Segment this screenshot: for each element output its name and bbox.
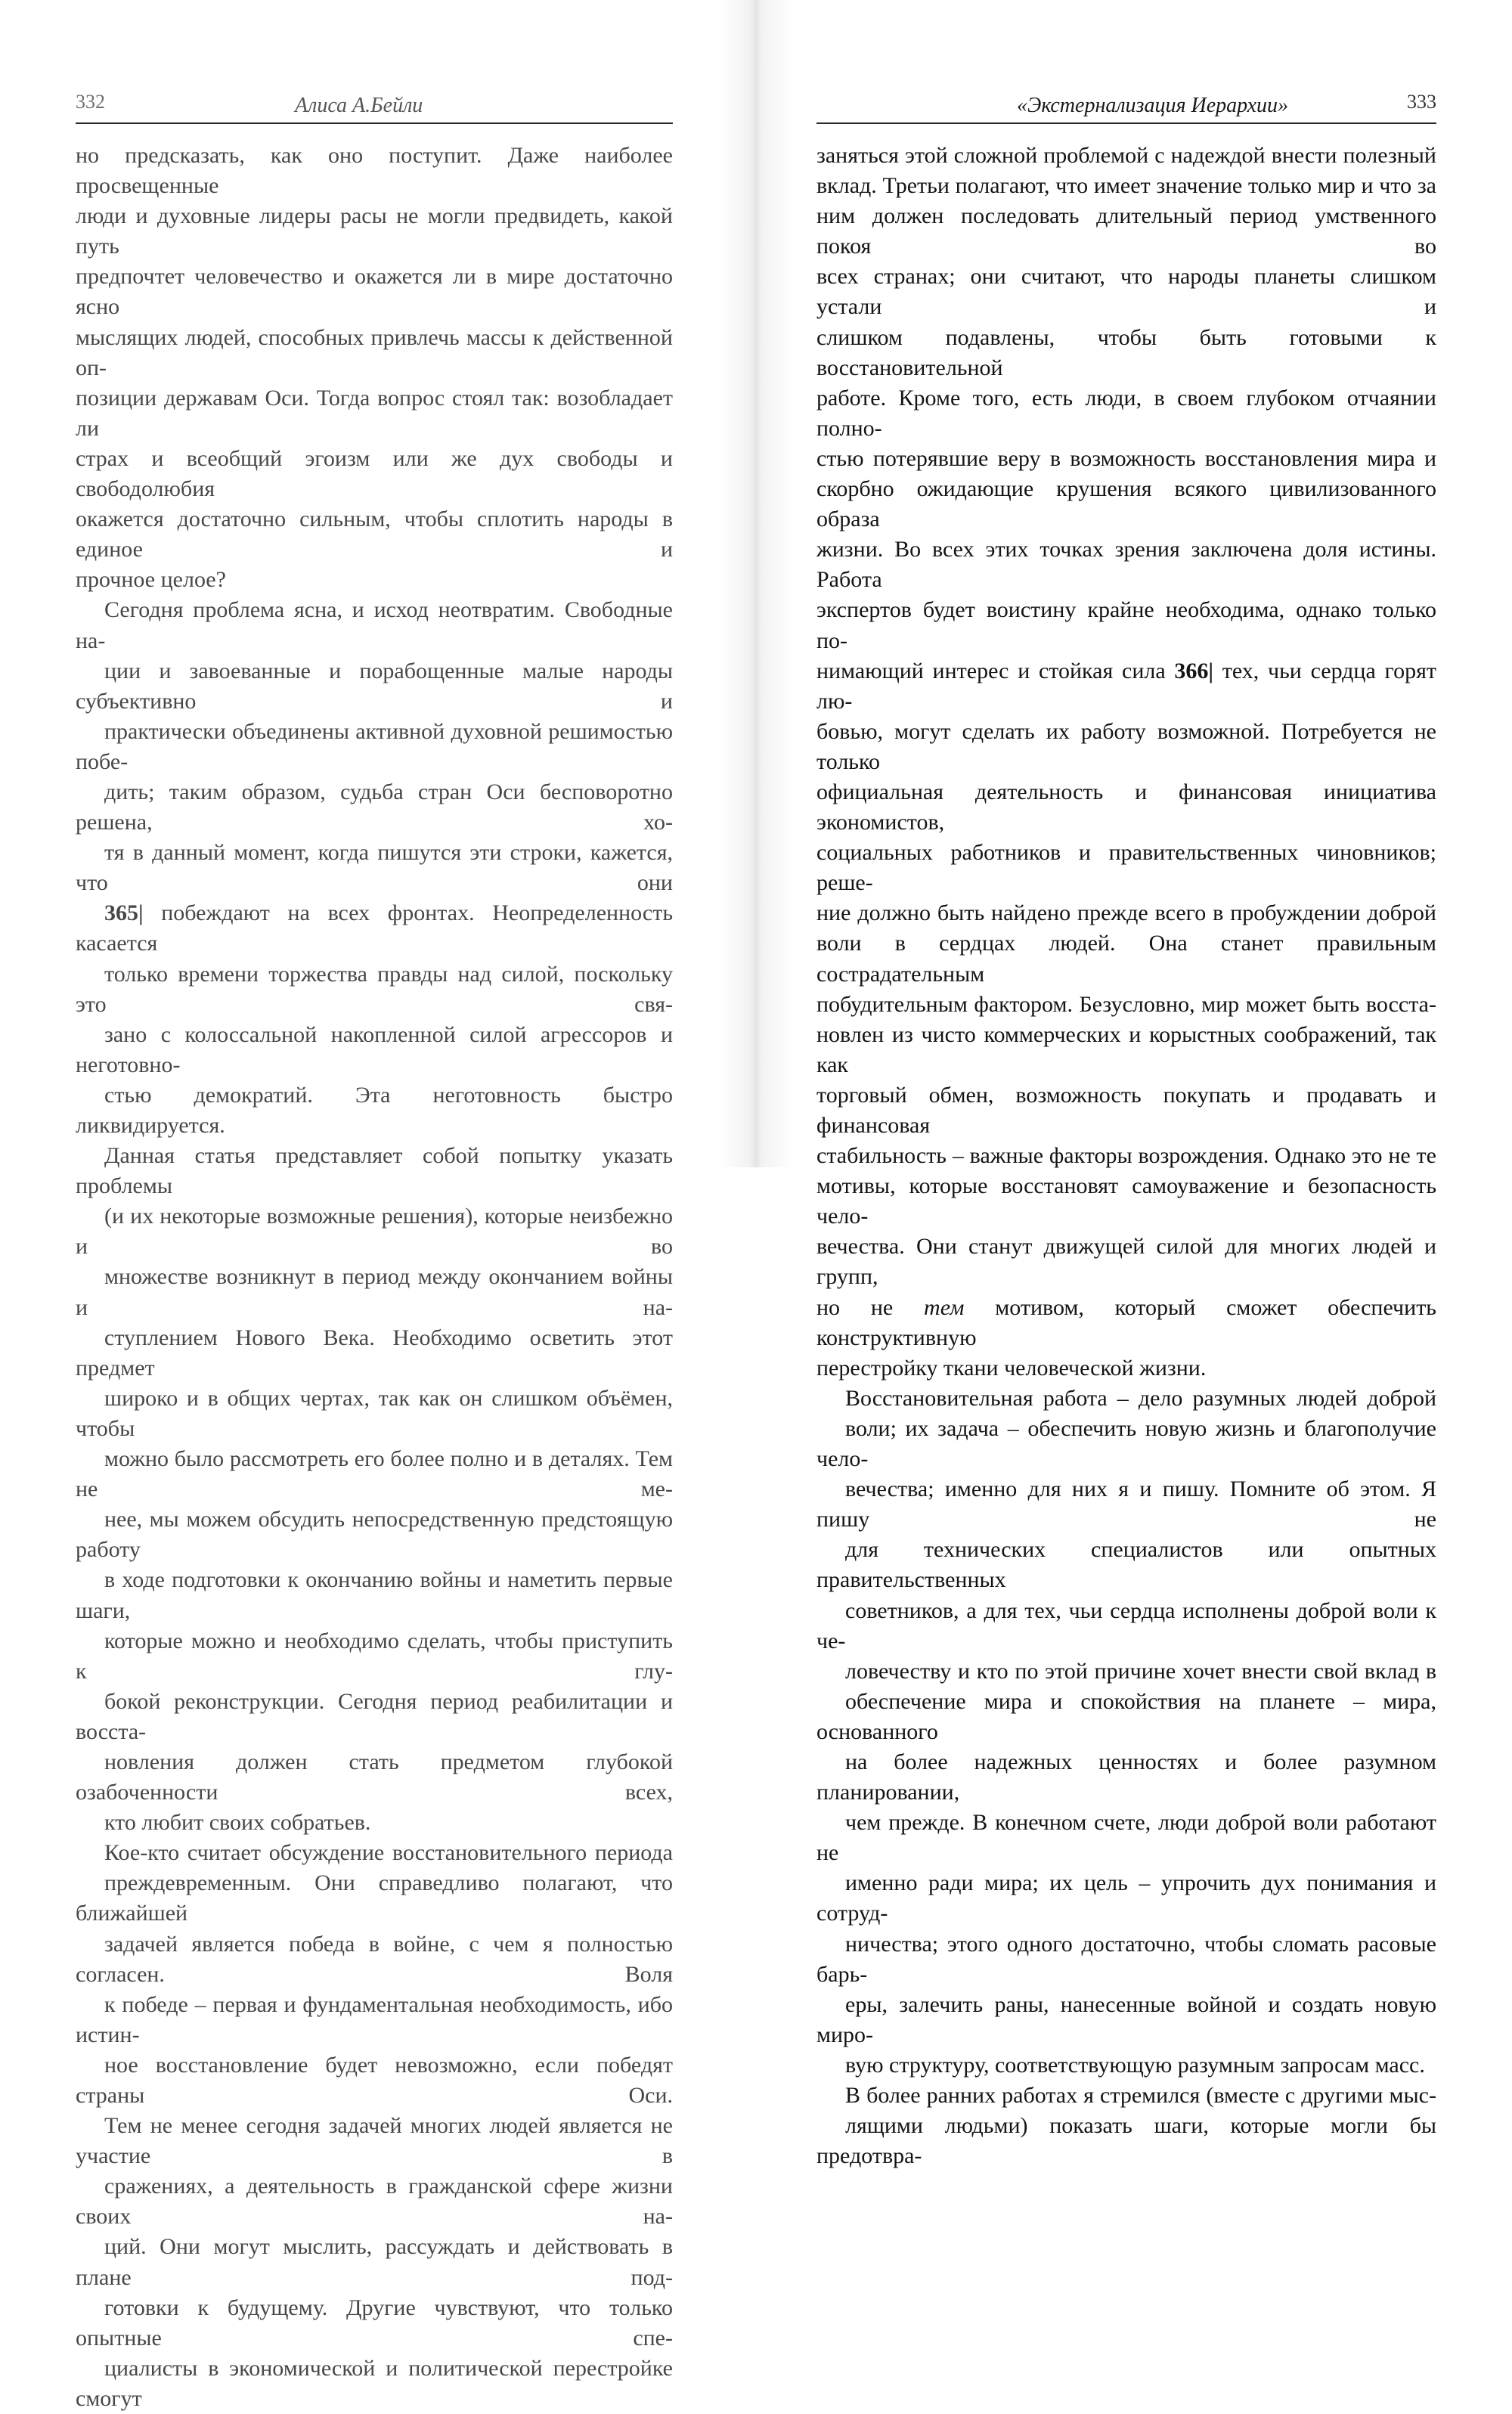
text-line: которые можно и необходимо сделать, чтобы приступить к глу-	[76, 1628, 673, 1684]
text-segment: побеждают на всех фронтах. Неопределенность касается	[76, 900, 673, 956]
text-line: позиции державам Оси. Тогда вопрос стоял так: возобладает ли	[76, 385, 673, 441]
text-line: предпочтет человечество и окажется ли в мире достаточно ясно	[76, 264, 673, 320]
text-line: Кое-кто считает обсуждение восстановительного периода	[104, 1840, 673, 1866]
text-line: лящими людьми) показать шаги, которые могли бы предотвра-	[816, 2113, 1436, 2169]
right-paragraph	[816, 1384, 1436, 2081]
text-line: дить; таким образом, судьба стран Оси бесповоротно решена, хо-	[76, 779, 673, 835]
text-line: сражениях, а деятельность в гражданской сфере жизни своих на-	[76, 2174, 673, 2230]
text-line: перестройку ткани человеческой жизни.	[816, 1355, 1207, 1381]
text-line: тя в данный момент, когда пишутся эти строки, кажется, что они	[76, 840, 673, 896]
left-running-title: Алиса А.Бейли	[295, 94, 423, 117]
text-line: циалисты в экономической и политической перестройке смогут	[76, 2355, 673, 2411]
text-line: Сегодня проблема ясна, и исход неотвратим. Свободные на-	[76, 597, 673, 653]
text-line: множестве возникнут в период между окончанием войны и на-	[76, 1264, 673, 1320]
text-line: официальная деятельность и финансовая инициатива экономистов,	[816, 779, 1436, 835]
text-line: в ходе подготовки к окончанию войны и наметить первые шаги,	[76, 1567, 673, 1623]
right-page-number: 333	[1407, 91, 1436, 113]
text-line: вечества. Они станут движущей силой для многих людей и групп,	[816, 1234, 1436, 1290]
left-page-body	[76, 141, 673, 2414]
left-paragraph	[76, 595, 673, 1141]
right-running-head	[816, 89, 1436, 124]
text-segment: мотивом, который сможет обеспечить конструктивную	[816, 1294, 1436, 1350]
left-page	[0, 0, 718, 2411]
text-line: преждевременным. Они справедливо полагают, что ближайшей	[76, 1870, 673, 1926]
text-segment: но не	[816, 1294, 925, 1320]
text-line: кто любит своих собратьев.	[104, 1810, 371, 1836]
left-paragraph	[76, 1141, 673, 1838]
text-line: советников, а для тех, чьи сердца исполнены доброй воли к че-	[816, 1597, 1436, 1653]
text-line: бовью, могут сделать их работу возможной. Потребуется не только	[816, 718, 1436, 774]
text-line: люди и духовные лидеры расы не могли предвидеть, какой путь	[76, 203, 673, 259]
text-line: ничества; этого одного достаточно, чтобы сломать расовые барь-	[816, 1931, 1436, 1987]
text-line: торговый обмен, возможность покупать и продавать и финансовая	[816, 1082, 1436, 1138]
text-line: ступлением Нового Века. Необходимо осветить этот предмет	[76, 1325, 673, 1381]
left-running-head	[76, 89, 673, 124]
text-line: экспертов будет воистину крайне необходима, однако только по-	[816, 597, 1436, 653]
text-line: практически объединены активной духовной решимостью побе-	[76, 718, 673, 774]
text-line: нее, мы можем обсудить непосредственную предстоящую работу	[76, 1507, 673, 1563]
left-paragraph	[76, 1838, 673, 2414]
text-line: Тем не менее сегодня задачей многих людей является не участие в	[76, 2113, 673, 2169]
text-line: слишком подавлены, чтобы быть готовыми к восстановительной	[816, 324, 1436, 380]
text-line: В более ранних работах я стремился (вместе с другими мыс-	[845, 2083, 1436, 2108]
book-gutter	[718, 0, 794, 1167]
text-line: работе. Кроме того, есть люди, в своем глубоком отчаянии полно-	[816, 385, 1436, 441]
text-line	[76, 898, 673, 959]
text-line: ное восстановление будет невозможно, если победят страны Оси.	[76, 2052, 673, 2108]
text-line: Восстановительная работа – дело разумных людей доброй	[845, 1385, 1436, 1411]
right-running-title: «Экстернализация Иерархии»	[1017, 94, 1288, 117]
text-line: воли; их задача – обеспечить новую жизнь и благополучие чело-	[816, 1415, 1436, 1472]
text-line: страх и всеобщий эгоизм или же дух свободы и свободолюбия	[76, 445, 673, 502]
text-line: стью демократий. Эта неготовность быстро ликвидируется.	[76, 1082, 673, 1138]
text-line: (и их некоторые возможные решения), которые неизбежно и во	[76, 1204, 673, 1260]
text-line: стью потерявшие веру в возможность восстановления мира и	[816, 445, 1436, 471]
text-line: всех странах; они считают, что народы планеты слишком устали и	[816, 264, 1436, 320]
text-line: прочное целое?	[76, 567, 226, 593]
text-line: мыслящих людей, способных привлечь массы к действенной оп-	[76, 324, 673, 380]
text-line: ции и завоеванные и порабощенные малые народы субъективно и	[76, 658, 673, 714]
text-line: задачей является победа в войне, с чем я полностью согласен. Воля	[76, 1931, 673, 1987]
text-line: Данная статья представляет собой попытку указать проблемы	[76, 1143, 673, 1199]
text-line: но предсказать, как оно поступит. Даже наиболее просвещенные	[76, 143, 673, 199]
text-line: социальных работников и правительственных чиновников; реше-	[816, 840, 1436, 896]
text-line: новлен из чисто коммерческих и корыстных соображений, так как	[816, 1021, 1436, 1077]
text-line: широко и в общих чертах, так как он слишком объёмен, чтобы	[76, 1385, 673, 1441]
right-page-body	[816, 141, 1436, 2171]
text-line: вечества; именно для них я и пишу. Помните об этом. Я пишу не	[816, 1477, 1436, 1532]
text-line: окажется достаточно сильным, чтобы сплотить народы в единое и	[76, 507, 673, 562]
text-line: новления должен стать предметом глубокой озабоченности всех,	[76, 1749, 673, 1805]
text-line: для технических специалистов или опытных правительственных	[816, 1537, 1436, 1593]
text-line: воли в сердцах людей. Она станет правильным сострадательным	[816, 931, 1436, 987]
text-line: скорбно ожидающие крушения всякого цивилизованного образа	[816, 476, 1436, 532]
text-segment: нимающий интерес и стойкая сила	[816, 658, 1175, 683]
text-line: обеспечение мира и спокойствия на планете – мира, основанного	[816, 1688, 1436, 1744]
text-line: именно ради мира; их цель – упрочить дух понимания и сотруд-	[816, 1870, 1436, 1926]
original-page-marker: 366|	[1174, 658, 1214, 683]
left-page-number: 332	[76, 91, 105, 113]
text-line: ловечеству и кто по этой причине хочет внести свой вклад в	[845, 1658, 1436, 1684]
text-line: чем прежде. В конечном счете, люди доброй воли работают не	[816, 1810, 1436, 1866]
text-line: заняться этой сложной проблемой с надеждой внести полезный	[816, 143, 1436, 168]
text-line: ние должно быть найдено прежде всего в пробуждении доброй	[816, 900, 1436, 926]
right-paragraph	[816, 141, 1436, 1384]
text-line: к победе – первая и фундаментальная необходимость, ибо истин-	[76, 1991, 673, 2047]
original-page-marker: 365|	[104, 900, 144, 926]
text-line: можно было рассмотреть его более полно и в деталях. Тем не ме-	[76, 1446, 673, 1502]
text-segment: тех, чьи сердца горят лю-	[816, 658, 1436, 714]
text-line: жизни. Во всех этих точках зрения заключена доля истины. Работа	[816, 537, 1436, 593]
emphasized-word: тем	[924, 1294, 965, 1320]
text-line: вклад. Третьи полагают, что имеет значение только мир и что за	[816, 173, 1436, 199]
right-page	[794, 0, 1512, 2169]
text-line: вую структуру, соответствующую разумным запросам масс.	[845, 2052, 1425, 2078]
text-line: зано с колоссальной накопленной силой агрессоров и неготовно-	[76, 1021, 673, 1077]
text-line: бокой реконструкции. Сегодня период реабилитации и восста-	[76, 1688, 673, 1744]
text-line: ций. Они могут мыслить, рассуждать и действовать в плане под-	[76, 2234, 673, 2290]
text-line: только времени торжества правды над силой, поскольку это свя-	[76, 961, 673, 1017]
text-line	[816, 656, 1436, 717]
text-line: на более надежных ценностях и более разумном планировании,	[816, 1749, 1436, 1805]
left-paragraph	[76, 141, 673, 595]
text-line: мотивы, которые восстановят самоуважение и безопасность чело-	[816, 1173, 1436, 1229]
text-line: ним должен последовать длительный период умственного покоя во	[816, 203, 1436, 259]
right-paragraph	[816, 2081, 1436, 2171]
text-line: побудительным фактором. Безусловно, мир может быть восста-	[816, 991, 1436, 1017]
text-line: еры, залечить раны, нанесенные войной и создать новую миро-	[816, 1991, 1436, 2047]
text-line: готовки к будущему. Другие чувствуют, что только опытные спе-	[76, 2295, 673, 2350]
text-line: стабильность – важные факторы возрождения. Однако это не те	[816, 1143, 1436, 1169]
text-line	[816, 1293, 1436, 1353]
